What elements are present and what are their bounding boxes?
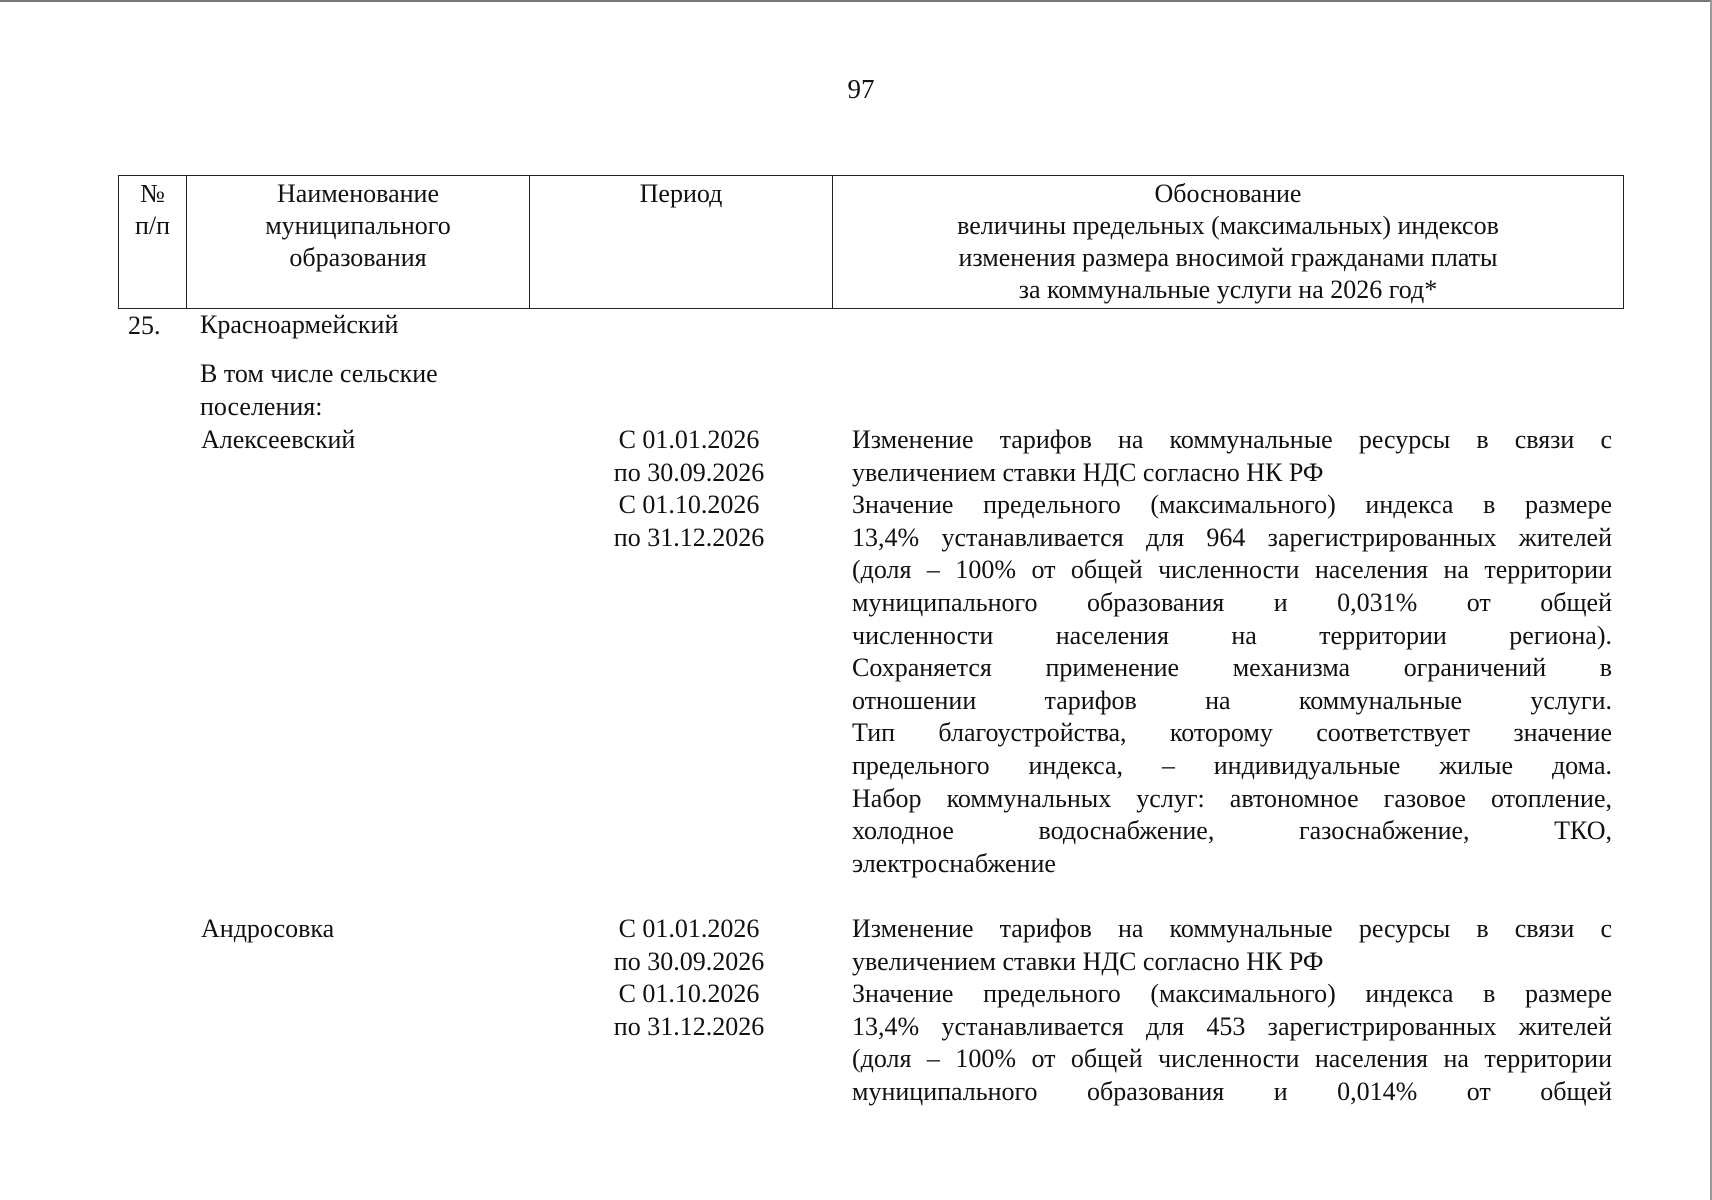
entry-justification: Изменение тарифов на коммунальные ресурсы в связи с увеличением ставки НДС согласно НК РФ Значение предельного (максимального) индекса в размере 13,4% устанавливается для 453 зарегистрированных жителей (доля – 100% от общей численности населения на территории муниципального образования и 0,014% от общей <box>852 914 1612 1106</box>
header-col-justification: Обоснование величины предельных (максимальных) индексов изменения размера вносимой гражданами платы за коммунальные услуги на 2026 год* <box>833 176 1624 309</box>
section-number: 25. <box>128 311 161 340</box>
page-number: 97 <box>847 74 875 104</box>
header-col-period: Период <box>530 176 833 309</box>
entry-period: С 01.01.2026 по 30.09.2026 С 01.10.2026 по 31.12.2026 <box>613 425 765 552</box>
section-name: Красноармейский <box>200 310 399 339</box>
entry-period: С 01.01.2026 по 30.09.2026 С 01.10.2026 по 31.12.2026 <box>613 914 765 1041</box>
section-subheading: В том числе сельские поселения: <box>200 359 438 421</box>
entry-justification: Изменение тарифов на коммунальные ресурсы в связи с увеличением ставки НДС согласно НК РФ Значение предельного (максимального) индекса в размере 13,4% устанавливается для 964 зарегистрированных жителей (доля – 100% от общей численности населения на территории муниципального образования и 0,031% от общей численности населения на территории региона). Сохраняется применение механизма ограничений в отношении тарифов на коммунальные услуги. Тип благоустройства, которому соответствует значение предельного индекса, – индивидуальные жилые дома. Набор коммунальных услуг: автономное газовое отопление, холодное водоснабжение, газоснабжение, ТКО, электроснабжение <box>852 425 1612 878</box>
header-col-number: № п/п <box>119 176 187 309</box>
page-top-border <box>0 0 1712 2</box>
entry-name: Алексеевский <box>201 425 356 454</box>
table-header <box>118 175 1624 309</box>
entry-name: Андросовка <box>201 914 335 943</box>
header-col-municipality: Наименование муниципального образования <box>187 176 530 309</box>
